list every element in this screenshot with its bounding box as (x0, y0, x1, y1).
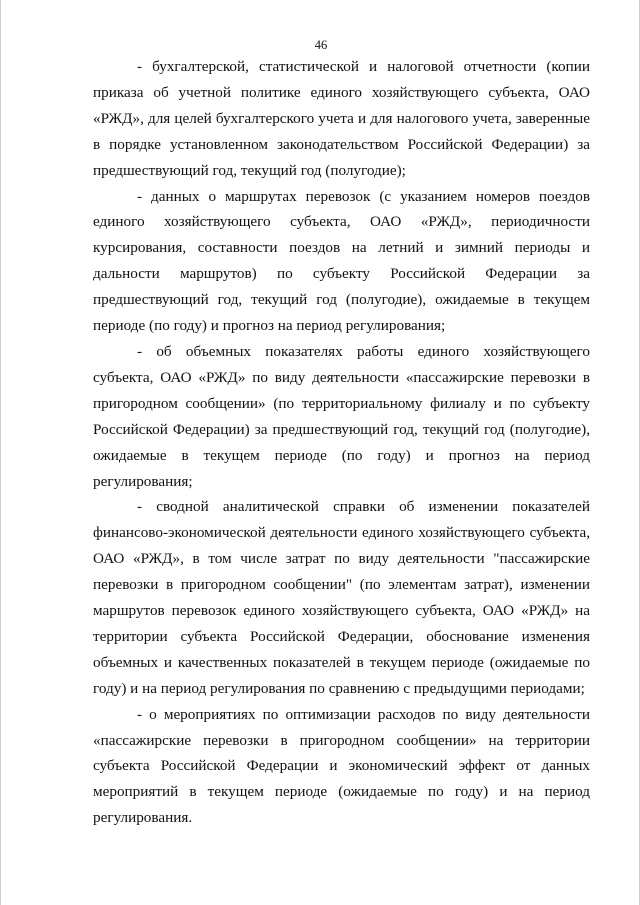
paragraph-cost-optimization: - о мероприятиях по оптимизации расходов по виду деятельности «пассажирские перевозки в пригородном сообщении» на территории субъекта Российской Федерации и экономический эффект от данных мероприятий в текущем периоде (ожидаемые по году) и на период регулирования. (93, 705, 590, 827)
page-number: 46 (314, 38, 328, 52)
paragraph-transport-routes: - данных о маршрутах перевозок (с указанием номеров поездов единого хозяйствующего субъекта, ОАО «РЖД», периодичности курсирования, составности поездов на летний и зимний периоды и дальности маршрутов) по субъекту Российской Федерации за предшествующий год, текущий год (полугодие), ожидаемые в текущем периоде (по году) и прогноз на период регулирования; (93, 187, 590, 335)
paragraph-volume-indicators: - об объемных показателях работы единого хозяйствующего субъекта, ОАО «РЖД» по виду деятельности «пассажирские перевозки в пригородном сообщении» (по территориальному филиалу и по субъекту Российской Федерации) за предшествующий год, текущий год (полугодие), ожидаемые в текущем периоде (по году) и прогноз на период регулирования; (93, 342, 590, 490)
paragraph-analytical-report: - сводной аналитической справки об изменении показателей финансово-экономической деятельности единого хозяйствующего субъекта, ОАО «РЖД», в том числе затрат по виду деятельности "пассажирские перевозки в пригородном сообщении" (по элементам затрат), изменении маршрутов перевозок единого хозяйствующего субъекта, ОАО «РЖД» на территории субъекта Российской Федерации, обоснование изменения объемных и качественных показателей в текущем периоде (ожидаемые по году) и на период регулирования по сравнению с предыдущими периодами; (93, 498, 590, 697)
document-body (93, 54, 590, 831)
paragraph-accounting-reports: - бухгалтерской, статистической и налоговой отчетности (копии приказа об учетной политике единого хозяйствующего субъекта, ОАО «РЖД», для целей бухгалтерского учета и для налогового учета, заверенные в порядке установленном законодательством Российской Федерации) за предшествующий год, текущий год (полугодие); (93, 58, 590, 179)
